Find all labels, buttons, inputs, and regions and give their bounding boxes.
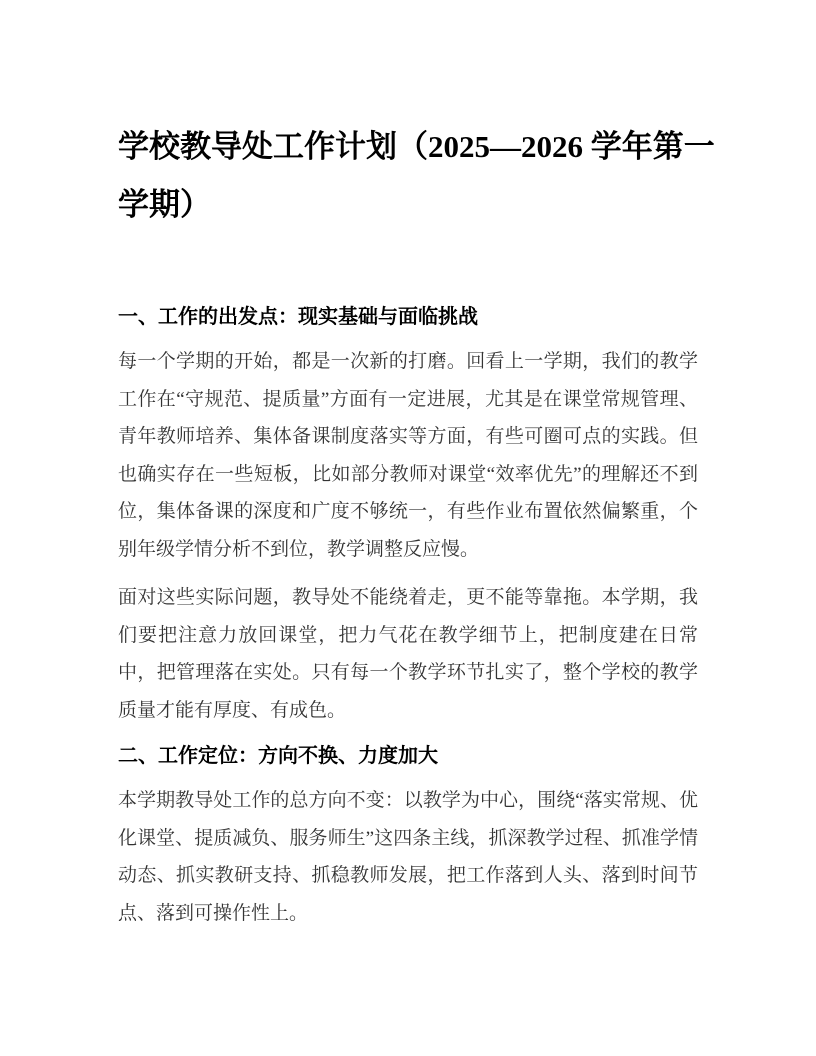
section-1-paragraph-2: 面对这些实际问题，教导处不能绕着走，更不能等靠拖。本学期，我们要把注意力放回课堂，把力气花在教学细节上，把制度建在日常中，把管理落在实处。只有每一个教学环节扎实了，整个学校的教学质量才能有厚度、有成色。 [118, 587, 698, 721]
section-heading-1: 一、工作的出发点：现实基础与面临挑战 [118, 306, 478, 328]
section-2-paragraph-1: 本学期教导处工作的总方向不变：以教学为中心，围绕“落实常规、优化课堂、提质减负、服务师生”这四条主线，抓深教学过程、抓准学情动态、抓实教研支持、抓稳教师发展，把工作落到人头、落到时间节点、落到可操作性上。 [118, 790, 698, 924]
section-1-paragraph-1: 每一个学期的开始，都是一次新的打磨。回看上一学期，我们的教学工作在“守规范、提质量”方面有一定进展，尤其是在课堂常规管理、青年教师培养、集体备课制度落实等方面，有些可圈可点的实践。但也确实存在一些短板，比如部分教师对课堂“效率优先”的理解还不到位，集体备课的深度和广度不够统一，有些作业布置依然偏繁重，个别年级学情分析不到位，教学调整反应慢。 [118, 351, 698, 560]
document-title: 学校教导处工作计划（2025—2026 学年第一学期） [118, 129, 715, 222]
section-heading-2: 二、工作定位：方向不换、力度加大 [118, 745, 438, 767]
